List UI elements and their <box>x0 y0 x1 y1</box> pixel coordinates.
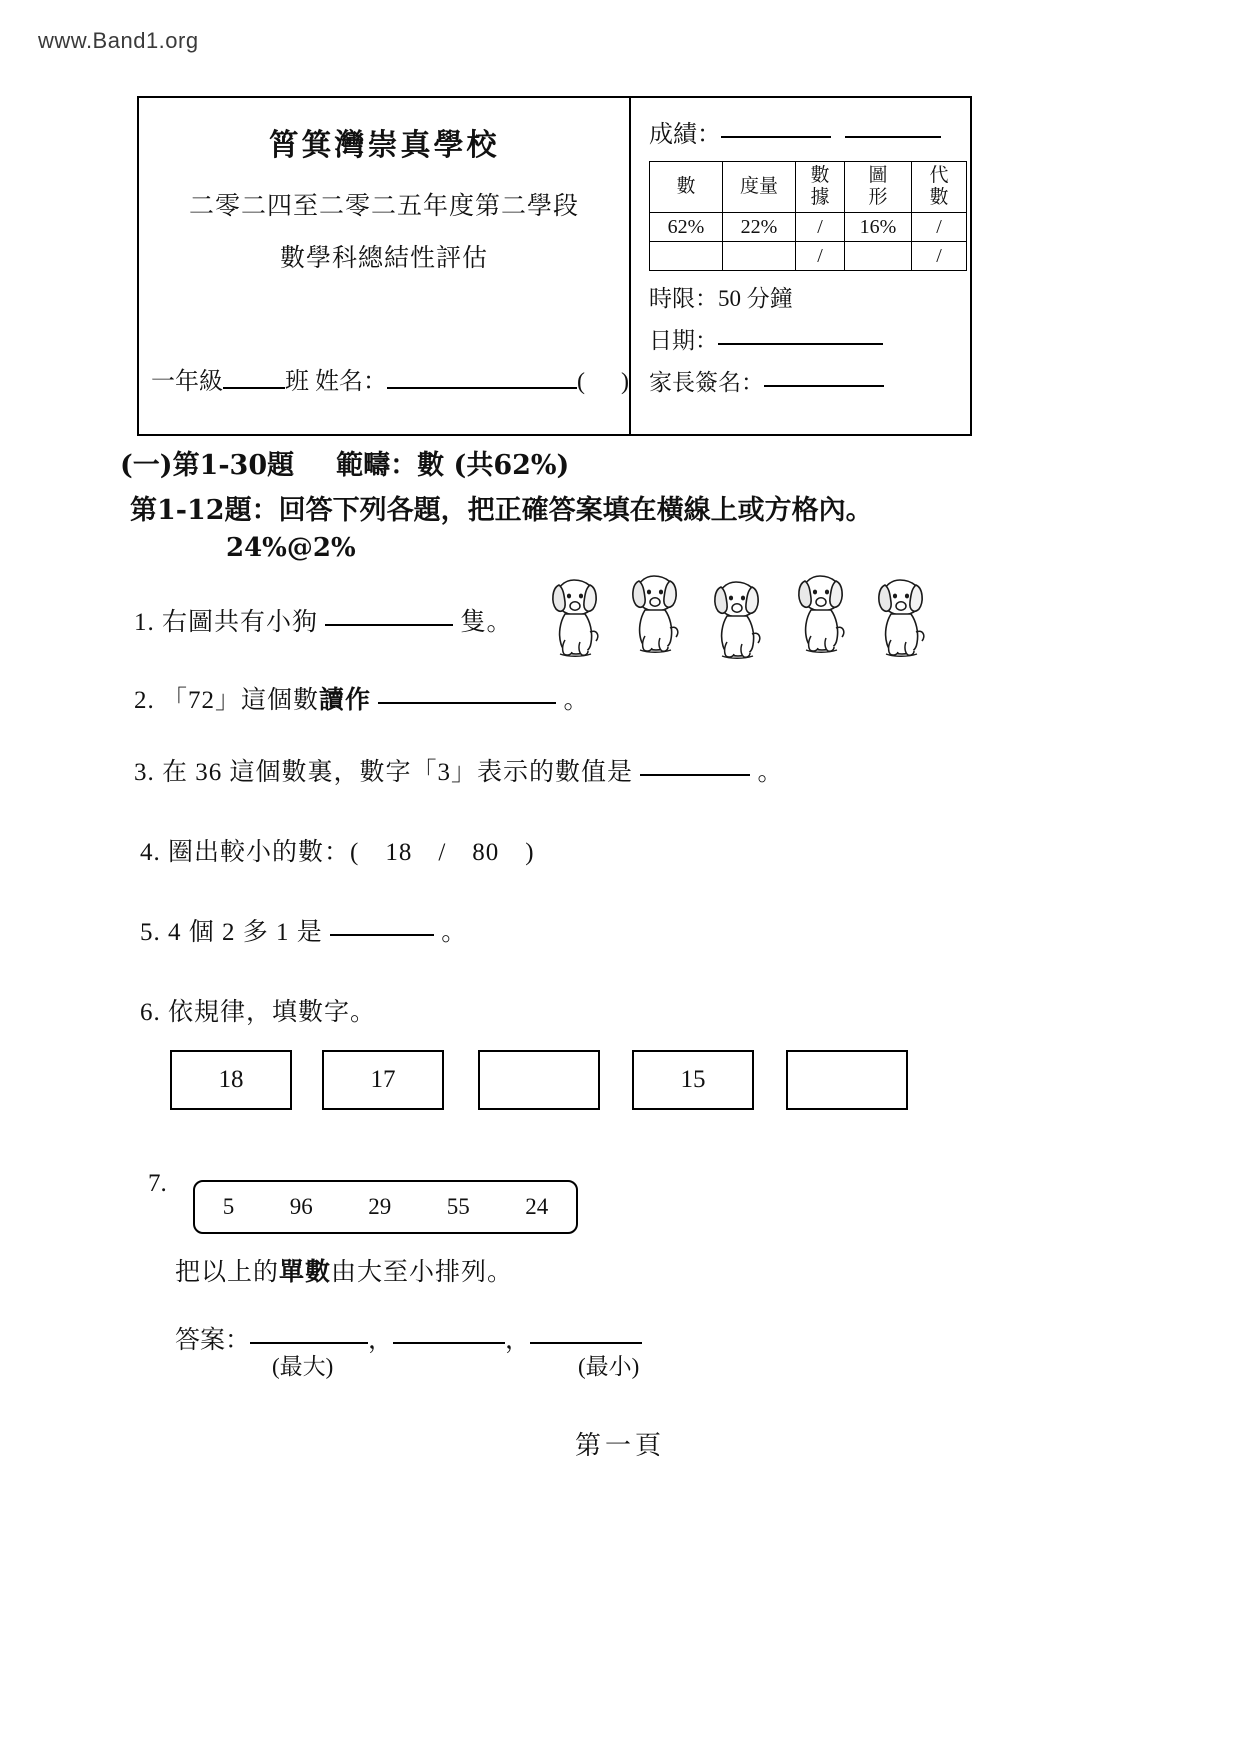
col-header-shape: 圖 形 <box>845 162 912 213</box>
q6-sequence-boxes <box>170 1050 1030 1112</box>
table-row <box>650 213 967 242</box>
q5-text-after: 。 <box>441 919 468 946</box>
page-footer: 第一頁 <box>574 1431 665 1460</box>
q2-text-before: 「72」這個數 <box>162 687 320 714</box>
exam-header-box <box>137 96 972 436</box>
q7-caption-smallest: (最小) <box>578 1354 640 1379</box>
section-instruction: 第1-12題：回答下列各題，把正確答案填在橫線上或方格內。 <box>130 495 873 526</box>
q7-number: 7. <box>148 1170 167 1197</box>
question-4[interactable] <box>140 832 535 868</box>
q5-text-before: 4 個 2 多 1 是 <box>168 919 323 946</box>
cell-number-score[interactable] <box>650 242 723 271</box>
q7-caption-largest: (最大) <box>272 1354 334 1379</box>
table-row <box>650 242 967 271</box>
class-label: 班 <box>285 369 309 395</box>
time-limit-label: 時限： <box>649 286 718 311</box>
q5-answer-blank[interactable] <box>330 934 434 936</box>
question-5 <box>140 912 467 948</box>
q7-answer-label: 答案： <box>175 1327 251 1354</box>
scope-label: 範疇：數 <box>336 450 445 481</box>
paren-close: ) <box>621 369 629 395</box>
cell-shape-pct: 16% <box>845 213 912 242</box>
question-3 <box>134 752 784 788</box>
q6-number: 6. <box>140 999 161 1026</box>
dog-icon <box>548 568 948 660</box>
grade-breakdown-table <box>649 161 967 271</box>
q2-number: 2. <box>134 687 155 714</box>
parent-sign-label: 家長簽名： <box>649 370 764 395</box>
col-header-data: 數 據 <box>796 162 845 213</box>
school-name: 筲箕灣崇真學校 <box>268 128 500 163</box>
q6-box-5[interactable] <box>786 1050 908 1110</box>
q1-answer-blank[interactable] <box>325 624 453 626</box>
student-name-input[interactable] <box>387 387 577 389</box>
q3-text-after: 。 <box>757 759 784 786</box>
q7-strip-number-4: 55 <box>446 1194 470 1219</box>
q4-text[interactable]: 圈出較小的數：( 18 / 80 ) <box>168 839 535 866</box>
q5-number: 5. <box>140 919 161 946</box>
q7-strip-number-5: 24 <box>525 1194 549 1219</box>
score-total-input[interactable] <box>845 136 941 138</box>
date-row <box>649 322 956 355</box>
q4-number: 4. <box>140 839 161 866</box>
q3-answer-blank[interactable] <box>640 774 750 776</box>
question-1 <box>134 602 513 638</box>
date-label: 日期： <box>649 328 718 353</box>
exam-year-term: 二零二四至二零二五年度第二學段 <box>188 193 579 220</box>
q7-strip-number-3: 29 <box>368 1194 392 1219</box>
time-limit-row <box>649 280 956 313</box>
q6-box-2[interactable]: 17 <box>322 1050 444 1110</box>
q7-text-after: 由大至小排列。 <box>331 1259 514 1286</box>
col-header-measure: 度量 <box>723 162 796 213</box>
part-range: 第1-30題 <box>172 450 295 481</box>
exam-subject-title: 數學科總結性評估 <box>279 245 488 272</box>
q1-text-after: 隻。 <box>460 609 513 636</box>
paren-open: ( <box>577 369 585 395</box>
q7-answer-blank-1[interactable] <box>250 1342 368 1344</box>
q6-box-4[interactable]: 15 <box>632 1050 754 1110</box>
cell-data-score: / <box>796 242 845 271</box>
cell-algebra-pct: / <box>912 213 967 242</box>
q7-answer-blank-2[interactable] <box>393 1342 505 1344</box>
q7-comma-2: ， <box>505 1327 531 1354</box>
date-input[interactable] <box>718 343 883 345</box>
header-right-panel <box>631 98 970 434</box>
q6-box-1[interactable]: 18 <box>170 1050 292 1110</box>
dog-illustration-group <box>548 568 948 660</box>
cell-algebra-score: / <box>912 242 967 271</box>
cell-data-pct: / <box>796 213 845 242</box>
q2-text-after: 。 <box>563 687 590 714</box>
cell-measure-pct: 22% <box>723 213 796 242</box>
q7-answer-row <box>175 1320 642 1356</box>
part-number: (一) <box>120 450 173 481</box>
cell-number-pct: 62% <box>650 213 723 242</box>
q6-box-3[interactable] <box>478 1050 600 1110</box>
time-limit-value: 50 <box>718 286 741 311</box>
site-watermark: www.Band1.org <box>38 28 199 53</box>
time-limit-unit: 分鐘 <box>746 286 793 311</box>
section-part-heading <box>120 443 569 482</box>
score-row <box>649 114 956 149</box>
q7-number-strip <box>193 1180 578 1234</box>
score-input[interactable] <box>721 136 831 138</box>
col-header-number: 數 <box>650 162 723 213</box>
name-label: 姓名： <box>315 369 387 395</box>
score-label: 成績： <box>649 122 721 148</box>
q7-answer-blank-3[interactable] <box>530 1342 642 1344</box>
col-header-algebra: 代 數 <box>912 162 967 213</box>
q2-keyword: 讀作 <box>319 687 372 714</box>
table-header-row <box>650 162 967 213</box>
question-6 <box>140 992 376 1028</box>
q3-text-before: 在 36 這個數裏，數字「3」表示的數值是 <box>162 759 634 786</box>
parent-sign-row <box>649 364 956 397</box>
q7-keyword: 單數 <box>279 1259 332 1286</box>
class-input[interactable] <box>223 387 285 389</box>
q6-text: 依規律，填數字。 <box>168 999 377 1026</box>
question-2 <box>134 680 590 716</box>
parent-signature-input[interactable] <box>764 385 884 387</box>
section-marks: 24%@2% <box>226 533 356 563</box>
q7-instruction <box>175 1252 513 1288</box>
scope-total: (共62%) <box>453 450 570 481</box>
grade-label: 一年級 <box>151 369 223 395</box>
student-info-row <box>151 361 629 396</box>
q2-answer-blank[interactable] <box>378 702 556 704</box>
q7-strip-number-2: 96 <box>289 1194 313 1219</box>
header-left-panel <box>139 98 631 434</box>
cell-shape-score[interactable] <box>845 242 912 271</box>
q1-number: 1. <box>134 609 155 636</box>
q3-number: 3. <box>134 759 155 786</box>
cell-measure-score[interactable] <box>723 242 796 271</box>
q7-comma-1: ， <box>368 1327 394 1354</box>
q1-text-before: 右圖共有小狗 <box>162 609 319 636</box>
q7-strip-number-1: 5 <box>222 1194 235 1219</box>
q7-text-before: 把以上的 <box>175 1259 280 1286</box>
